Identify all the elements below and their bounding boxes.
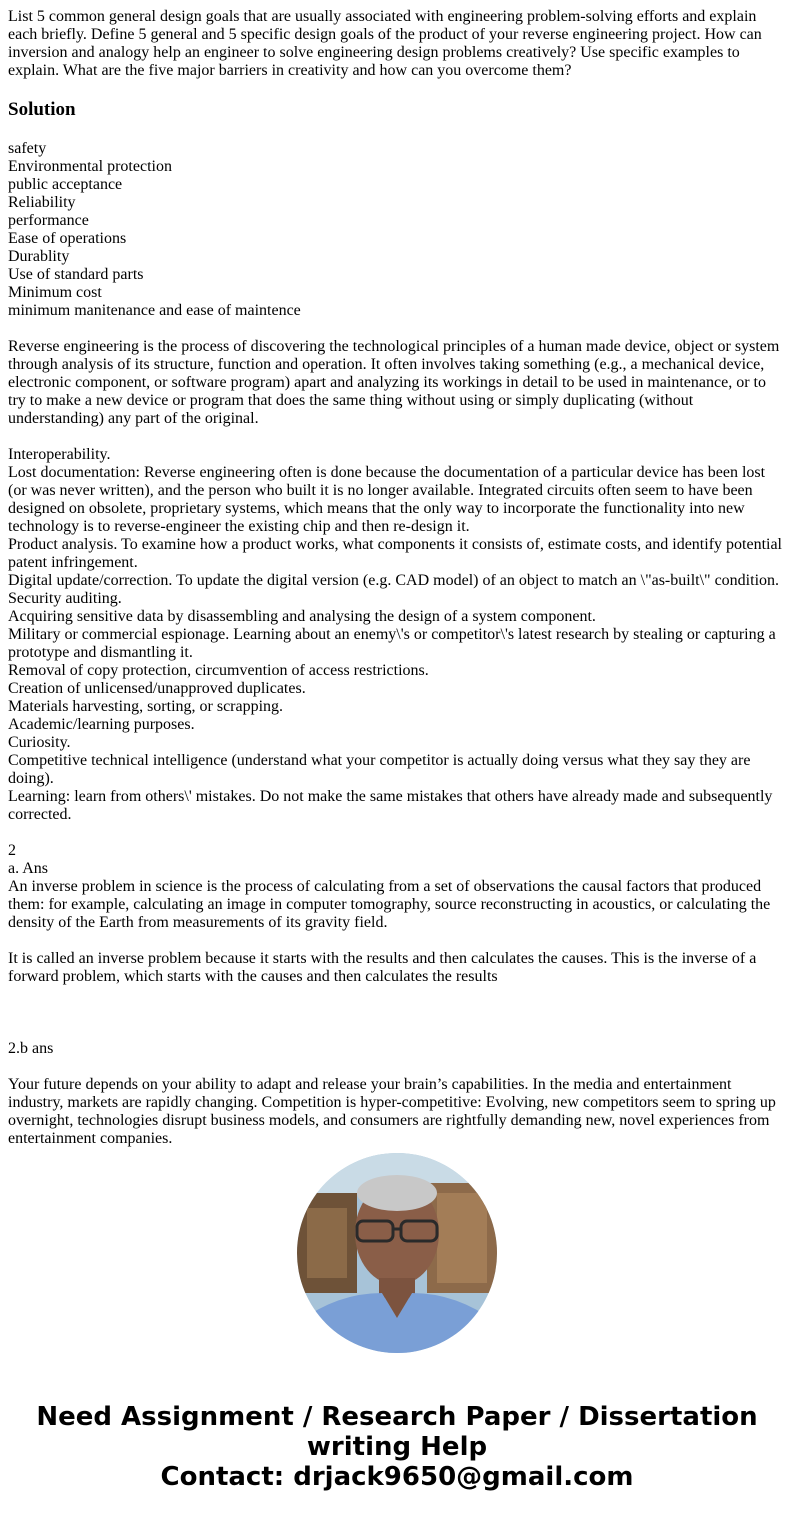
author-avatar (297, 1153, 497, 1353)
design-goals-list (8, 140, 786, 320)
list-item: Acquiring sensitive data by disassembling and analysing the design of a system component. (8, 608, 596, 625)
list-item: Digital update/correction. To update the digital version (e.g. CAD model) of an object to match an \"as-built\" condition. (8, 572, 780, 589)
list-item: Materials harvesting, sorting, or scrapping. (8, 698, 284, 715)
answer-2b-label: 2.b ans (8, 1040, 54, 1057)
list-item: Lost documentation: Reverse engineering often is done because the documentation of a particular device has been lost (or was never written), and the person who built it is no longer available. Integrated circuits often seem to have been designed on obsolete, proprietary systems, which means that the only way to incorporate the functionality into new technology is to reverse-engineer the existing chip and then re-design it. (8, 464, 766, 535)
list-item: Military or commercial espionage. Learning about an enemy\'s or competitor\'s latest research by stealing or capturing a prototype and dismantling it. (8, 626, 776, 661)
list-item: performance (8, 212, 89, 229)
question-text: List 5 common general design goals that are usually associated with engineering problem-solving efforts and explain each briefly. Define 5 general and 5 specific design goals of the product of your reverse engineering project. How can inversion and analogy help an engineer to solve engineering design problems creatively? Use specific examples to explain. What are the five major barriers in creativity and how can you overcome them? (8, 8, 762, 79)
list-item: Security auditing. (8, 590, 122, 607)
list-item: safety (8, 140, 47, 157)
reasons-list (8, 446, 786, 824)
footer-line-2: writing Help (306, 1432, 488, 1462)
solution-heading: Solution (8, 99, 76, 120)
list-item: Competitive technical intelligence (understand what your competitor is actually doing versus what they say they are doing). (8, 752, 751, 787)
answer-2b-text: Your future depends on your ability to adapt and release your brain’s capabilities. In the media and entertainment industry, markets are rapidly changing. Competition is hyper-competitive: Evolving, new competitors seem to spring up overnight, technologies disrupt business models, and consumers are rightfully demanding new, novel experiences from entertainment companies. (8, 1076, 776, 1147)
list-item: Curiosity. (8, 734, 71, 751)
list-item: Removal of copy protection, circumvention of access restrictions. (8, 662, 429, 679)
answer-label: a. Ans (8, 860, 48, 877)
answer-2a-continued: It is called an inverse problem because it starts with the results and then calculates the causes. This is the inverse of a forward problem, which starts with the causes and then calculates the results (8, 950, 757, 985)
list-item: Creation of unlicensed/unapproved duplicates. (8, 680, 306, 697)
author-photo (297, 1153, 497, 1353)
list-item: Durablity (8, 248, 70, 265)
footer-line-1: Need Assignment / Research Paper / Dissertation (36, 1402, 758, 1432)
list-item: Learning: learn from others\' mistakes. Do not make the same mistakes that others have already made and subsequently corrected. (8, 788, 773, 823)
list-item: Interoperability. (8, 446, 111, 463)
list-item: Reliability (8, 194, 76, 211)
list-item: Use of standard parts (8, 266, 144, 283)
answer-text: An inverse problem in science is the process of calculating from a set of observations the causal factors that produced them: for example, calculating an image in computer tomography, source reconstructing in acoustics, or calculating the density of the Earth from measurements of its gravity field. (8, 878, 771, 931)
list-item: Environmental protection (8, 158, 172, 175)
reverse-engineering-paragraph: Reverse engineering is the process of discovering the technological principles of a human made device, object or system through analysis of its structure, function and operation. It often involves taking something (e.g., a mechanical device, electronic component, or software program) apart and analyzing its workings in detail to be used in maintenance, or to try to make a new device or program that does the same thing without using or simply duplicating (without understanding) any part of the original. (8, 338, 780, 427)
list-item: Product analysis. To examine how a product works, what components it consists of, estimate costs, and identify potential patent infringement. (8, 536, 782, 571)
list-item: Academic/learning purposes. (8, 716, 195, 733)
list-item: public acceptance (8, 176, 123, 193)
list-item: Minimum cost (8, 284, 102, 301)
list-item: minimum manitenance and ease of maintence (8, 302, 301, 319)
footer-line-3: Contact: drjack9650@gmail.com (160, 1462, 634, 1492)
list-item: Ease of operations (8, 230, 127, 247)
answer-2a-block (8, 842, 786, 932)
answer-number: 2 (8, 842, 16, 859)
footer-contact-banner (0, 1402, 794, 1492)
spacer-line (8, 1004, 786, 1022)
